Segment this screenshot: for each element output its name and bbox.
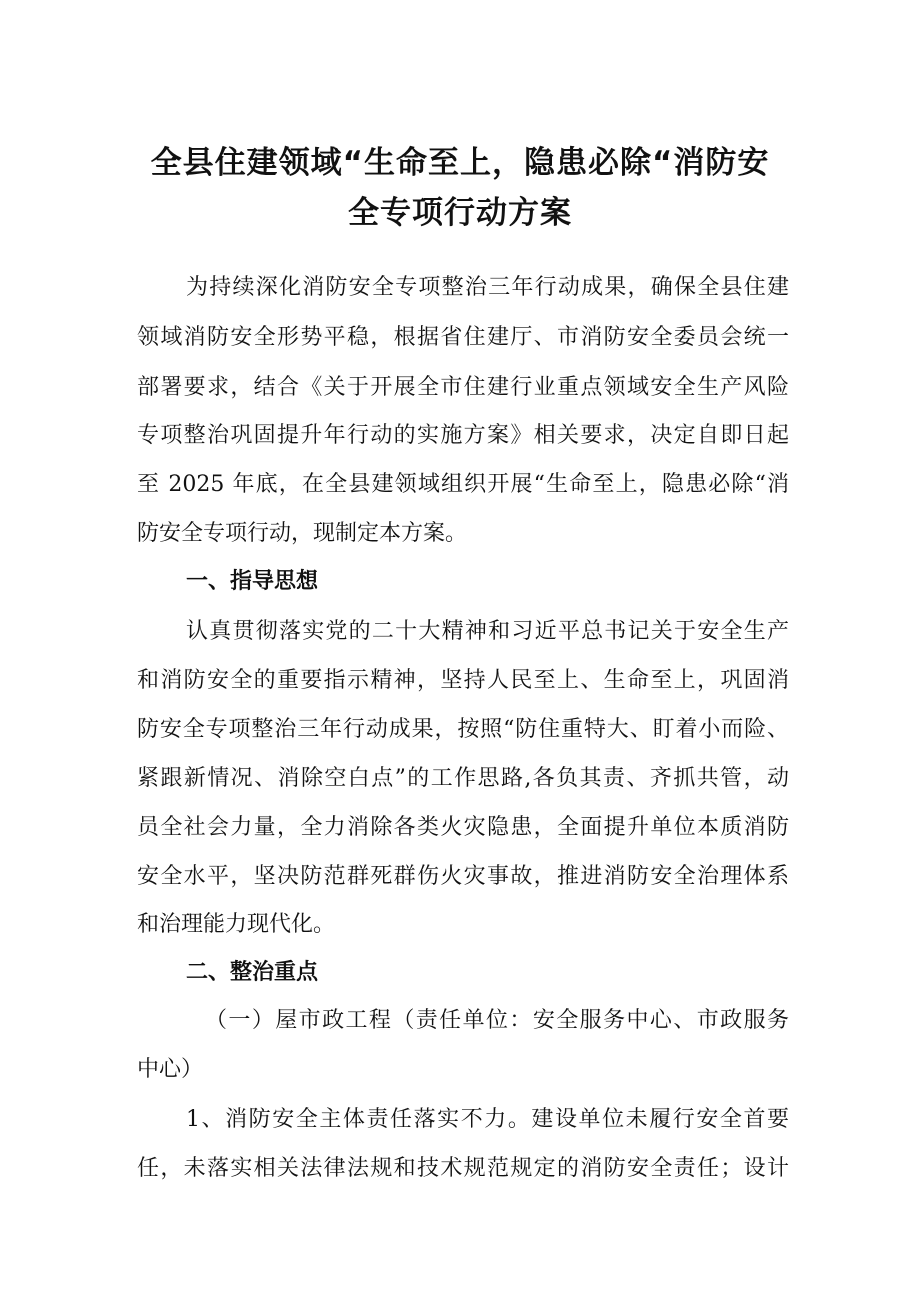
guiding-paragraph-line: 安全水平，坚决防范群死群伤火灾事故，推进消防安全治理体系 — [137, 864, 789, 889]
subsection-heading-line: （一）屋市政工程（责任单位：安全服务中心、市政服务 — [205, 1008, 789, 1033]
guiding-paragraph-line: 员全社会力量，全力消除各类火灾隐患，全面提升单位本质消防 — [137, 815, 789, 840]
guiding-paragraph-line: 和治理能力现代化。 — [137, 912, 336, 937]
guiding-paragraph-line: 防安全专项整治三年行动成果，按照“防住重特大、盯着小而险、 — [137, 717, 789, 742]
intro-paragraph-line: 专项整治巩固提升年行动的实施方案》相关要求，决定自即日起 — [137, 423, 789, 448]
intro-paragraph-line: 为持续深化消防安全专项整治三年行动成果，确保全县住建 — [186, 275, 789, 300]
intro-paragraph-line: 至 2025 年底，在全县建领域组织开展“生命至上，隐患必除“消 — [137, 472, 789, 497]
document-title-line-2: 全专项行动方案 — [348, 195, 572, 231]
document-title-line-1: 全县住建领域“生命至上，隐患必除“消防安 — [150, 145, 770, 181]
intro-paragraph-line: 部署要求，结合《关于开展全市住建行业重点领域安全生产风险 — [137, 375, 789, 400]
section-heading-guiding-thought: 一、指导思想 — [186, 569, 319, 594]
item-paragraph-line: 任，未落实相关法律法规和技术规范规定的消防安全责任；设计 — [137, 1156, 789, 1181]
guiding-paragraph-line: 紧跟新情况、消除空白点”的工作思路,各负其责、齐抓共管，动 — [137, 766, 789, 791]
intro-paragraph-line: 领域消防安全形势平稳，根据省住建厅、市消防安全委员会统一 — [137, 325, 789, 350]
subsection-heading-line: 中心） — [137, 1057, 204, 1082]
item-paragraph-line: 1、消防安全主体责任落实不力。建设单位未履行安全首要 — [186, 1107, 789, 1132]
section-heading-key-rectification: 二、整治重点 — [186, 960, 319, 985]
intro-paragraph-line: 防安全专项行动，现制定本方案。 — [137, 521, 468, 546]
guiding-paragraph-line: 认真贯彻落实党的二十大精神和习近平总书记关于安全生产 — [186, 619, 789, 644]
guiding-paragraph-line: 和消防安全的重要指示精神，坚持人民至上、生命至上，巩固消 — [137, 668, 789, 693]
